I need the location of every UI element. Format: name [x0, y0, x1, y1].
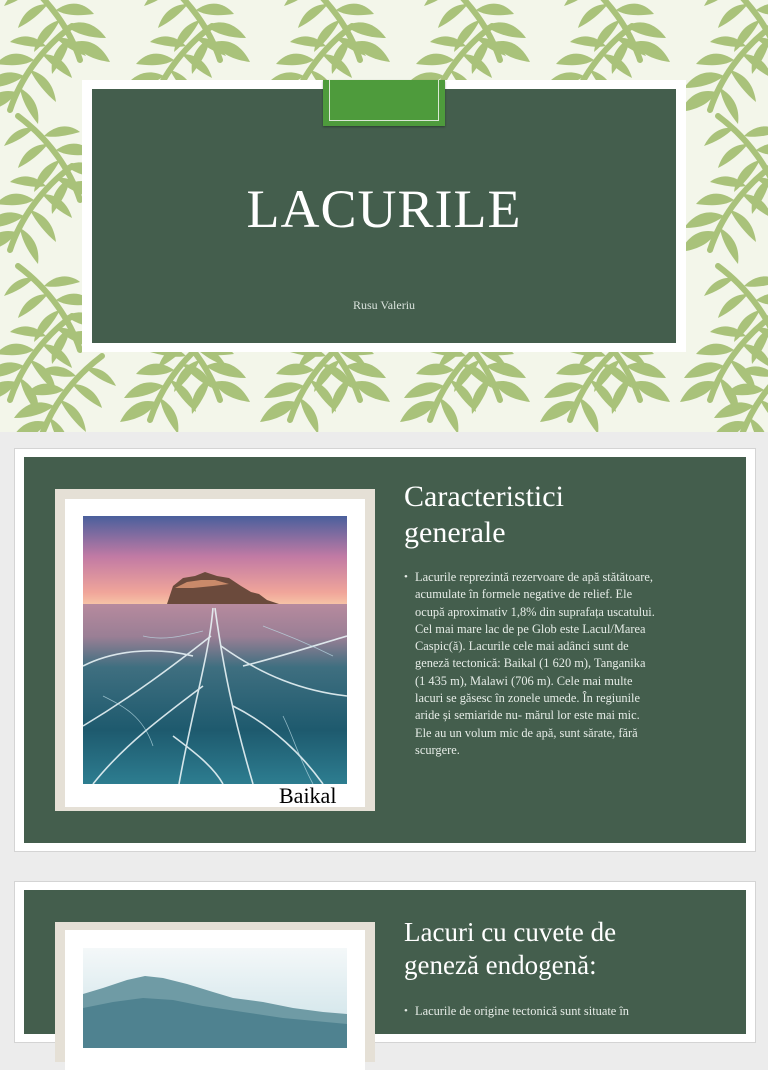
bullet-line: geneză tectonică: Baikal (1 620 m), Tanganika — [415, 656, 646, 671]
lake-photo — [83, 948, 347, 1048]
slide-heading-line: generale — [404, 516, 506, 549]
bullet-line: • Lacurile de origine tectonică sunt situate în — [415, 1004, 630, 1018]
bullet-line: lacuri se găsesc în zonele umede. În regiunile — [415, 691, 641, 706]
slide-heading-line: geneză endogenă: — [404, 950, 597, 980]
slide-heading-line: Lacuri cu cuvete de — [404, 917, 617, 947]
bullet-text — [404, 1003, 735, 1020]
accent-tab — [323, 80, 445, 126]
bullet-line: acumulate în formele negative de relief. Ele — [415, 587, 633, 602]
bullet-line: • Lacurile reprezintă rezervoare de apă stătătoare, — [415, 570, 654, 584]
bullet-line: ocupă aproximativ 1,8% din suprafața uscatului. — [415, 604, 655, 619]
bullet-line: Cel mai mare lac de pe Glob este Lacul/Marea — [415, 621, 646, 636]
bullet-line: (1 435 m), Malawi (706 m). Cele mai multe — [415, 673, 633, 688]
slide-heading-line: Caracteristici — [404, 480, 564, 513]
photo-caption: Baikal — [279, 783, 337, 808]
bullet-line: scurgere. — [415, 742, 460, 757]
bullet-text — [404, 569, 735, 759]
baikal-photo — [83, 516, 347, 784]
bullet-line: Ele au un volum mic de apă, sunt sărate, fără — [415, 725, 638, 740]
slide-heading — [404, 916, 616, 982]
author-name: Rusu Valeriu — [352, 298, 416, 312]
slide-endogenous-lakes — [14, 881, 756, 1043]
title-slide — [0, 0, 768, 432]
accent-tab-border — [329, 80, 439, 121]
presentation-title: LACURILE — [246, 179, 522, 239]
bullet-line: Caspic(ă). Lacurile cele mai adânci sunt de — [415, 639, 629, 654]
slide-characteristics — [14, 448, 756, 852]
slide-heading — [404, 479, 564, 551]
bullet-line: aride și semiaride nu- mărul lor este mai mic. — [415, 708, 640, 723]
